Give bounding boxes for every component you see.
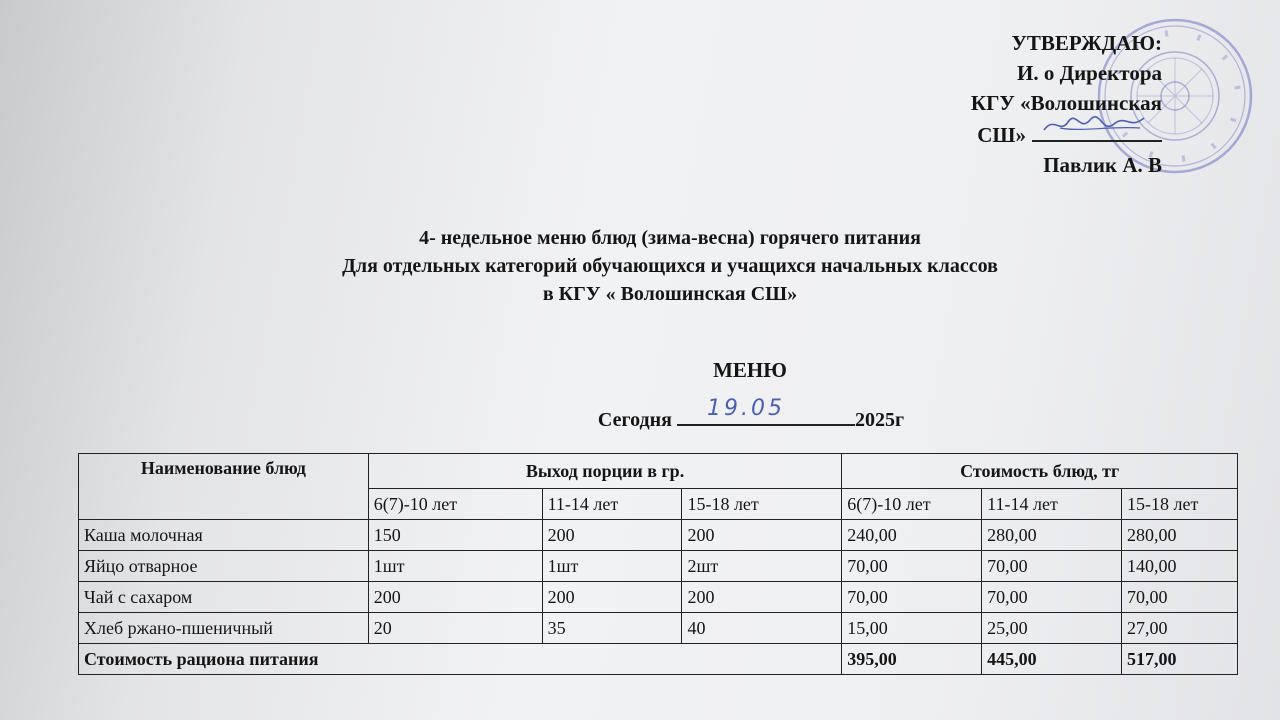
header-portion-group: Выход порции в гр.: [368, 454, 841, 489]
cost-cell: 70,00: [982, 582, 1122, 613]
date-line: [0, 396, 1280, 432]
cost-cell: 140,00: [1122, 551, 1238, 582]
portion-cell: 200: [542, 582, 682, 613]
portion-cell: 200: [682, 582, 842, 613]
portion-cell: 200: [368, 582, 542, 613]
header-cost-group: Стоимость блюд, тг: [842, 454, 1238, 489]
header-dish-name: Наименование блюд: [79, 454, 369, 520]
table-row: [79, 551, 1238, 582]
table-row: [79, 613, 1238, 644]
portion-cell: 200: [542, 520, 682, 551]
cost-cell: 240,00: [842, 520, 982, 551]
total-label: Стоимость рациона питания: [79, 644, 842, 675]
portion-cell: 35: [542, 613, 682, 644]
dish-name: Чай с сахаром: [79, 582, 369, 613]
cost-cell: 15,00: [842, 613, 982, 644]
subheader-age: 6(7)-10 лет: [842, 489, 982, 520]
date-label: Сегодня: [597, 409, 672, 431]
document-title: [270, 224, 1070, 308]
approval-org-signature-line: [971, 118, 1162, 150]
subheader-age: 11-14 лет: [982, 489, 1122, 520]
approval-block: [971, 28, 1162, 180]
approval-org: КГУ «Волошинская: [970, 91, 1162, 115]
table-total-row: [79, 644, 1238, 675]
approval-name: Павлик А. В: [1043, 153, 1162, 177]
approval-heading: УТВЕРЖДАЮ:: [1011, 31, 1162, 55]
subheader-age: 6(7)-10 лет: [368, 489, 542, 520]
cost-cell: 27,00: [1122, 613, 1238, 644]
title-line-1: 4- недельное меню блюд (зима-весна) горячего питания: [419, 227, 921, 249]
portion-cell: 2шт: [682, 551, 842, 582]
date-year: 2025г: [854, 409, 905, 431]
cost-cell: 280,00: [982, 520, 1122, 551]
menu-table: [78, 453, 1238, 675]
cost-cell: 280,00: [1122, 520, 1238, 551]
dish-name: Каша молочная: [79, 520, 369, 551]
cost-cell: 70,00: [982, 551, 1122, 582]
portion-cell: 20: [368, 613, 542, 644]
subheader-age: 15-18 лет: [1122, 489, 1238, 520]
total-cost-cell: 395,00: [842, 644, 982, 675]
handwritten-date: 19.05: [706, 396, 785, 421]
cost-cell: 25,00: [982, 613, 1122, 644]
date-blank: [677, 396, 855, 426]
menu-heading: МЕНЮ: [713, 358, 787, 382]
subheader-age: 15-18 лет: [682, 489, 842, 520]
approval-org-end: СШ»: [977, 123, 1026, 147]
table-header-row: [79, 454, 1238, 489]
signature-icon: [1040, 112, 1150, 138]
subheader-age: 11-14 лет: [542, 489, 682, 520]
portion-cell: 200: [682, 520, 842, 551]
portion-cell: 1шт: [368, 551, 542, 582]
portion-cell: 1шт: [542, 551, 682, 582]
portion-cell: 40: [682, 613, 842, 644]
dish-name: Хлеб ржано-пшеничный: [79, 613, 369, 644]
cost-cell: 70,00: [842, 551, 982, 582]
signature-blank: [1032, 118, 1162, 142]
dish-name: Яйцо отварное: [79, 551, 369, 582]
title-line-3: в КГУ « Волошинская СШ»: [542, 283, 798, 305]
approval-position: И. о Директора: [1017, 61, 1162, 85]
title-line-2: Для отдельных категорий обучающихся и учащихся начальных классов: [342, 255, 998, 277]
cost-cell: 70,00: [1122, 582, 1238, 613]
total-cost-cell: 517,00: [1122, 644, 1238, 675]
portion-cell: 150: [368, 520, 542, 551]
total-cost-cell: 445,00: [982, 644, 1122, 675]
table-row: [79, 582, 1238, 613]
table-row: [79, 520, 1238, 551]
cost-cell: 70,00: [842, 582, 982, 613]
